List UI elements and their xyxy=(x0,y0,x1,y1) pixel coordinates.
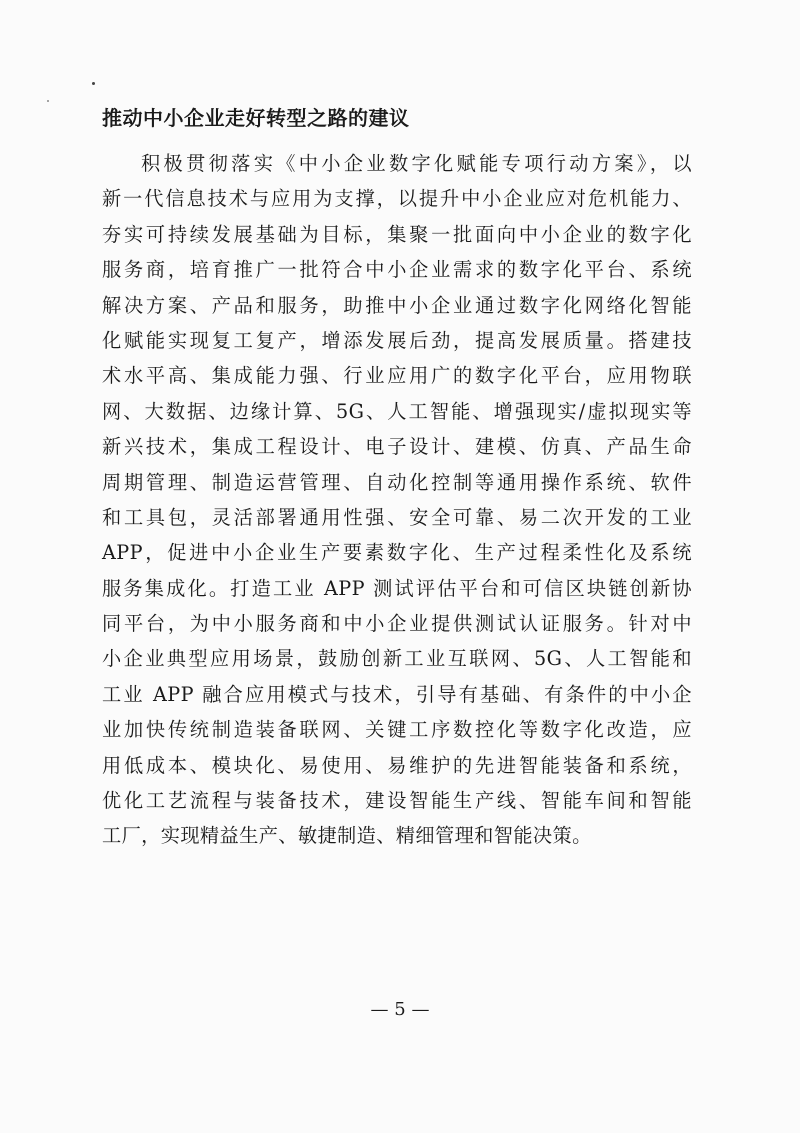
paragraph-line: 业加快传统制造装备联网、关键工序数控化等数字化改造，应 xyxy=(102,718,692,742)
paragraph-line: 工厂，实现精益生产、敏捷制造、精细管理和智能决策。 xyxy=(102,824,592,848)
paragraph-line: 周期管理、制造运营管理、自动化控制等通用操作系统、软件 xyxy=(102,470,692,494)
paragraph-line: 服务集成化。打造工业 APP 测试评估平台和可信区块链创新协 xyxy=(102,576,692,600)
body-paragraph xyxy=(102,146,692,854)
paragraph-line: APP，促进中小企业生产要素数字化、生产过程柔性化及系统 xyxy=(102,541,692,565)
section-heading: 推动中小企业走好转型之路的建议 xyxy=(102,106,410,130)
scan-speck xyxy=(92,82,95,85)
paragraph-line: 小企业典型应用场景，鼓励创新工业互联网、5G、人工智能和 xyxy=(102,647,692,671)
paragraph-line: 网、大数据、边缘计算、5G、人工智能、增强现实/虚拟现实等 xyxy=(102,399,692,423)
paragraph-line: 服务商，培育推广一批符合中小企业需求的数字化平台、系统 xyxy=(102,258,692,282)
page-number: — 5 — xyxy=(370,999,430,1020)
paragraph-line: 同平台，为中小服务商和中小企业提供测试认证服务。针对中 xyxy=(102,612,692,636)
scan-speck xyxy=(47,100,49,102)
paragraph-line: 化赋能实现复工复产，增添发展后劲，提高发展质量。搭建技 xyxy=(102,328,692,352)
paragraph-line: 新一代信息技术与应用为支撑，以提升中小企业应对危机能力、 xyxy=(102,187,692,211)
paragraph-line: 新兴技术，集成工程设计、电子设计、建模、仿真、产品生命 xyxy=(102,435,692,459)
paragraph-line: 术水平高、集成能力强、行业应用广的数字化平台，应用物联 xyxy=(102,364,692,388)
paragraph-line: 积极贯彻落实《中小企业数字化赋能专项行动方案》，以 xyxy=(141,152,692,175)
paragraph-line: 用低成本、模块化、易使用、易维护的先进智能装备和系统， xyxy=(102,753,692,777)
paragraph-line: 工业 APP 融合应用模式与技术，引导有基础、有条件的中小企 xyxy=(102,682,692,706)
paragraph-line: 和工具包，灵活部署通用性强、安全可靠、易二次开发的工业 xyxy=(102,505,692,529)
paragraph-line: 解决方案、产品和服务，助推中小企业通过数字化网络化智能 xyxy=(102,293,692,317)
paragraph-line: 夯实可持续发展基础为目标，集聚一批面向中小企业的数字化 xyxy=(102,222,692,246)
paragraph-line: 优化工艺流程与装备技术，建设智能生产线、智能车间和智能 xyxy=(102,789,692,813)
